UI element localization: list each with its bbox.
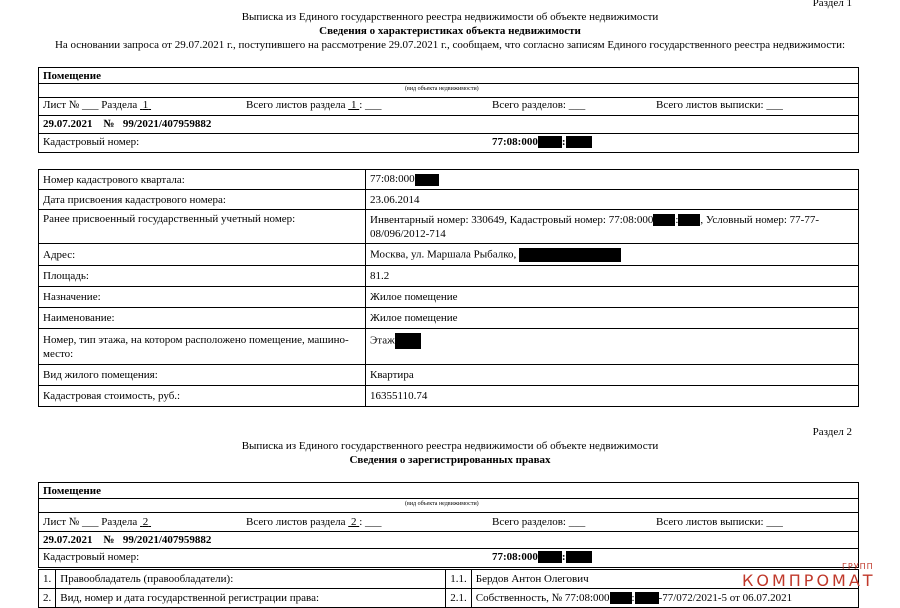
row-index: 1. [39, 570, 56, 589]
table-row [39, 329, 859, 365]
table-row [39, 170, 859, 190]
cadastral-number-label: Кадастровый номер: [43, 136, 140, 148]
table-row [39, 386, 859, 407]
characteristics-table [38, 169, 859, 407]
sections-total: Всего разделов: ___ [492, 99, 586, 111]
row-label: Назначение: [39, 287, 366, 308]
redaction-block [519, 248, 621, 262]
table-row [39, 190, 859, 210]
cadastral-number-value: 77:08:000 : [492, 136, 592, 148]
section-sheets-total: Всего листов раздела 1 : ___ [246, 99, 382, 111]
row-label: Вид, номер и дата государственной регистрации права: [56, 589, 446, 608]
row-value: Этаж [366, 329, 859, 365]
row-index: 2. [39, 589, 56, 608]
table-row [39, 266, 859, 287]
extract-sheets-total: Всего листов выписки: ___ [656, 516, 783, 528]
row-value: Собственность, № 77:08:000 : -77/072/2021-5 от 06.07.2021 [471, 589, 858, 608]
row-label: Номер, тип этажа, на котором расположено помещение, машино- место: [39, 329, 366, 365]
row-value: Бердов Антон Олегович [471, 570, 858, 589]
row-subindex: 2.1. [446, 589, 472, 608]
row-label: Адрес: [39, 244, 366, 266]
redaction-block [610, 592, 632, 604]
redaction-block [538, 136, 562, 148]
object-kind-caption: (вид объекта недвижимости) [405, 86, 479, 92]
row-value: Москва, ул. Маршала Рыбалко, [366, 244, 859, 266]
watermark-top-text: ГРУПП [842, 562, 874, 571]
row-value: 23.06.2014 [366, 190, 859, 210]
section-sheets-total: Всего листов раздела 2 : ___ [246, 516, 382, 528]
redaction-block [566, 551, 592, 563]
row-label: Номер кадастрового квартала: [39, 170, 366, 190]
redaction-block [538, 551, 562, 563]
table-row [39, 308, 859, 329]
table-row [39, 589, 859, 608]
row-value: Квартира [366, 365, 859, 386]
sections-total: Всего разделов: ___ [492, 516, 586, 528]
table-row [39, 244, 859, 266]
redaction-block [415, 174, 439, 186]
document-subtitle: Сведения о зарегистрированных правах [349, 454, 551, 466]
object-header-frame [38, 67, 859, 153]
redaction-block [678, 214, 700, 226]
cadastral-number-label: Кадастровый номер: [43, 551, 140, 563]
row-value: 81.2 [366, 266, 859, 287]
watermark-logo: КОМПРОМАТ [742, 571, 876, 590]
cadastral-number-value: 77:08:000 : [492, 551, 592, 563]
document-subtitle: Сведения о характеристиках объекта недвижимости [319, 25, 581, 37]
row-value: Жилое помещение [366, 287, 859, 308]
object-kind: Помещение [43, 485, 101, 497]
redaction-block [635, 592, 659, 604]
section-label: Раздел 1 [812, 0, 852, 9]
row-label: Правообладатель (правообладатели): [56, 570, 446, 589]
row-label: Площадь: [39, 266, 366, 287]
row-value: 16355110.74 [366, 386, 859, 407]
document-title: Выписка из Единого государственного реестра недвижимости об объекте недвижимости [241, 11, 659, 23]
rights-table [38, 569, 859, 608]
sheet-number: Лист № ___ Раздела 2 [43, 516, 149, 528]
table-row [39, 287, 859, 308]
extract-date: 29.07.2021 № 99/2021/407959882 [43, 118, 212, 130]
document-title: Выписка из Единого государственного реестра недвижимости об объекте недвижимости [241, 440, 659, 452]
row-label: Ранее присвоенный государственный учетный номер: [39, 210, 366, 244]
table-row [39, 210, 859, 244]
request-intro: На основании запроса от 29.07.2021 г., поступившего на рассмотрение 29.07.2021 г., сообщаем, что согласно записям Единого государственного реестра недвижимости: [54, 39, 846, 51]
object-kind-caption: (вид объекта недвижимости) [405, 501, 479, 507]
object-header-frame [38, 482, 859, 568]
row-value: Жилое помещение [366, 308, 859, 329]
row-value: 77:08:000 [366, 170, 859, 190]
sheet-number: Лист № ___ Раздела 1 [43, 99, 149, 111]
row-value: Инвентарный номер: 330649, Кадастровый номер: 77:08:000 : , Условный номер: 77-77- 08/096/2012-714 [366, 210, 859, 244]
row-subindex: 1.1. [446, 570, 472, 589]
redaction-block [395, 333, 421, 349]
table-row [39, 570, 859, 589]
object-kind: Помещение [43, 70, 101, 82]
row-label: Вид жилого помещения: [39, 365, 366, 386]
section-label: Раздел 2 [812, 426, 852, 438]
extract-date: 29.07.2021 № 99/2021/407959882 [43, 534, 212, 546]
redaction-block [653, 214, 675, 226]
row-label: Дата присвоения кадастрового номера: [39, 190, 366, 210]
extract-sheets-total: Всего листов выписки: ___ [656, 99, 783, 111]
row-label: Кадастровая стоимость, руб.: [39, 386, 366, 407]
redaction-block [566, 136, 592, 148]
row-label: Наименование: [39, 308, 366, 329]
table-row [39, 365, 859, 386]
